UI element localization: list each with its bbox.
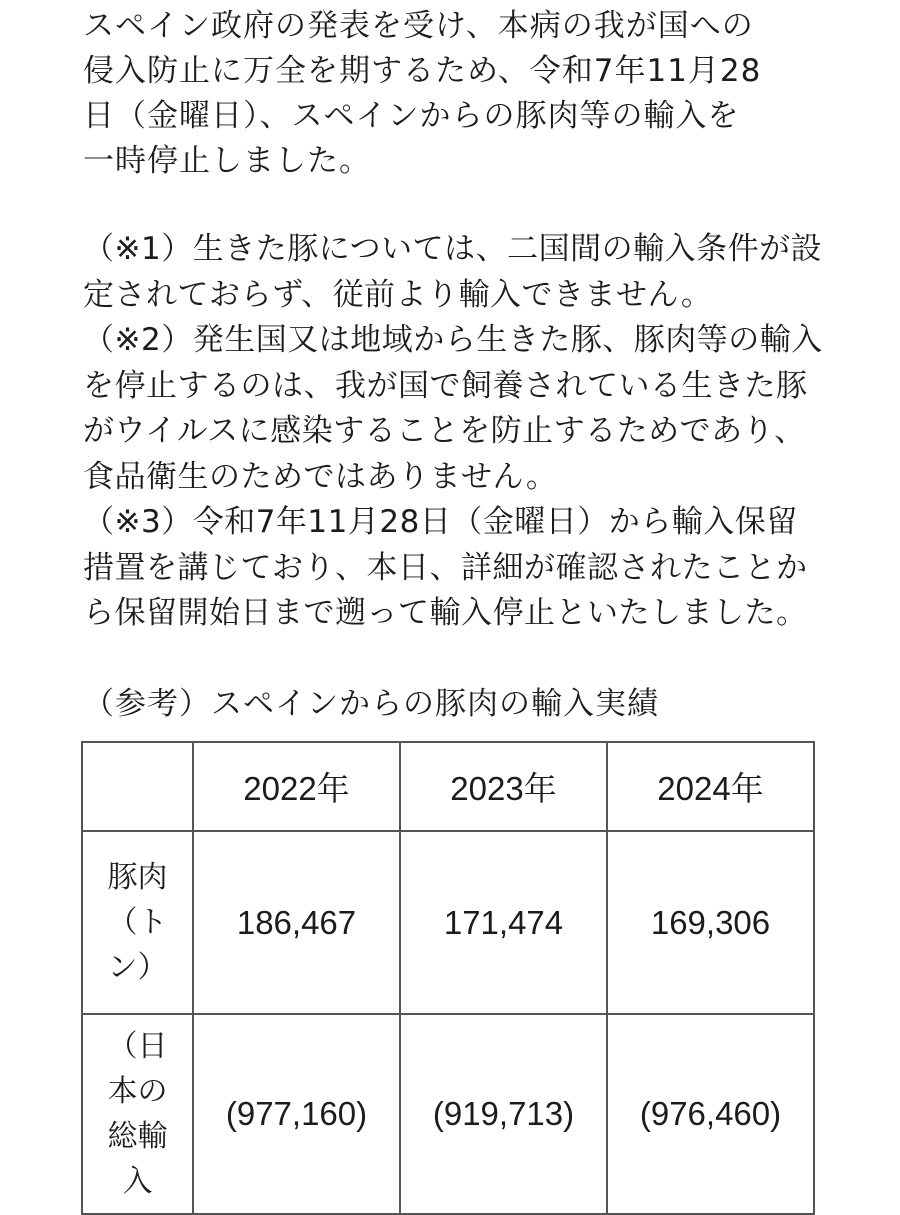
- row-label: 豚肉 （ト ン）: [107, 860, 168, 985]
- intro-paragraph: [83, 4, 873, 184]
- note-line: 食品衛生のためではありません。: [83, 458, 558, 495]
- year-header: 2023年: [400, 742, 607, 831]
- table-cell: (977,160): [193, 1014, 400, 1214]
- article-body: [83, 0, 873, 727]
- row-label-cell: [82, 1014, 193, 1214]
- note-line: を停止するのは、我が国で飼養されている生きた豚: [83, 367, 808, 404]
- note-1: [83, 227, 873, 318]
- year-header: 2024年: [607, 742, 814, 831]
- table-cell: 171,474: [400, 831, 607, 1014]
- notes-section: [83, 227, 873, 637]
- row-label: （日 本の 総輸 入: [107, 1029, 168, 1199]
- table-corner-cell: [82, 742, 193, 831]
- note-line: （※3）令和7年11月28日（金曜日）から輸入保留: [83, 504, 798, 540]
- note-line: ら保留開始日まで遡って輸入停止といたしました。: [83, 595, 808, 631]
- reference-caption: （参考）スペインからの豚肉の輸入実績: [83, 685, 659, 722]
- note-2: [83, 318, 873, 500]
- table-cell: 186,467: [193, 831, 400, 1014]
- row-label-cell: [82, 831, 193, 1014]
- intro-line: スペイン政府の発表を受け、本病の我が国への: [83, 8, 754, 44]
- note-line: （※1）生きた豚については、二国間の輸入条件が設: [83, 231, 823, 267]
- table-cell: 169,306: [607, 831, 814, 1014]
- note-line: 措置を講じており、本日、詳細が確認されたことか: [83, 549, 808, 586]
- intro-line: 一時停止しました。: [83, 143, 371, 179]
- table-header-row: [82, 742, 814, 831]
- intro-line: 侵入防止に万全を期するため、令和7年11月28: [83, 53, 762, 89]
- import-table: [81, 741, 815, 1215]
- table-row: [82, 831, 814, 1014]
- note-line: （※2）発生国又は地域から生きた豚、豚肉等の輸入: [83, 322, 823, 358]
- table-row: [82, 1014, 814, 1214]
- intro-line: 日（金曜日）、スペインからの豚肉等の輸入を: [83, 98, 740, 134]
- year-header: 2022年: [193, 742, 400, 831]
- table-cell: (919,713): [400, 1014, 607, 1214]
- note-line: がウイルスに感染することを防止するためであり、: [83, 413, 806, 449]
- table-cell: (976,460): [607, 1014, 814, 1214]
- note-3: [83, 500, 873, 637]
- note-line: 定されておらず、従前より輸入できません。: [83, 276, 713, 313]
